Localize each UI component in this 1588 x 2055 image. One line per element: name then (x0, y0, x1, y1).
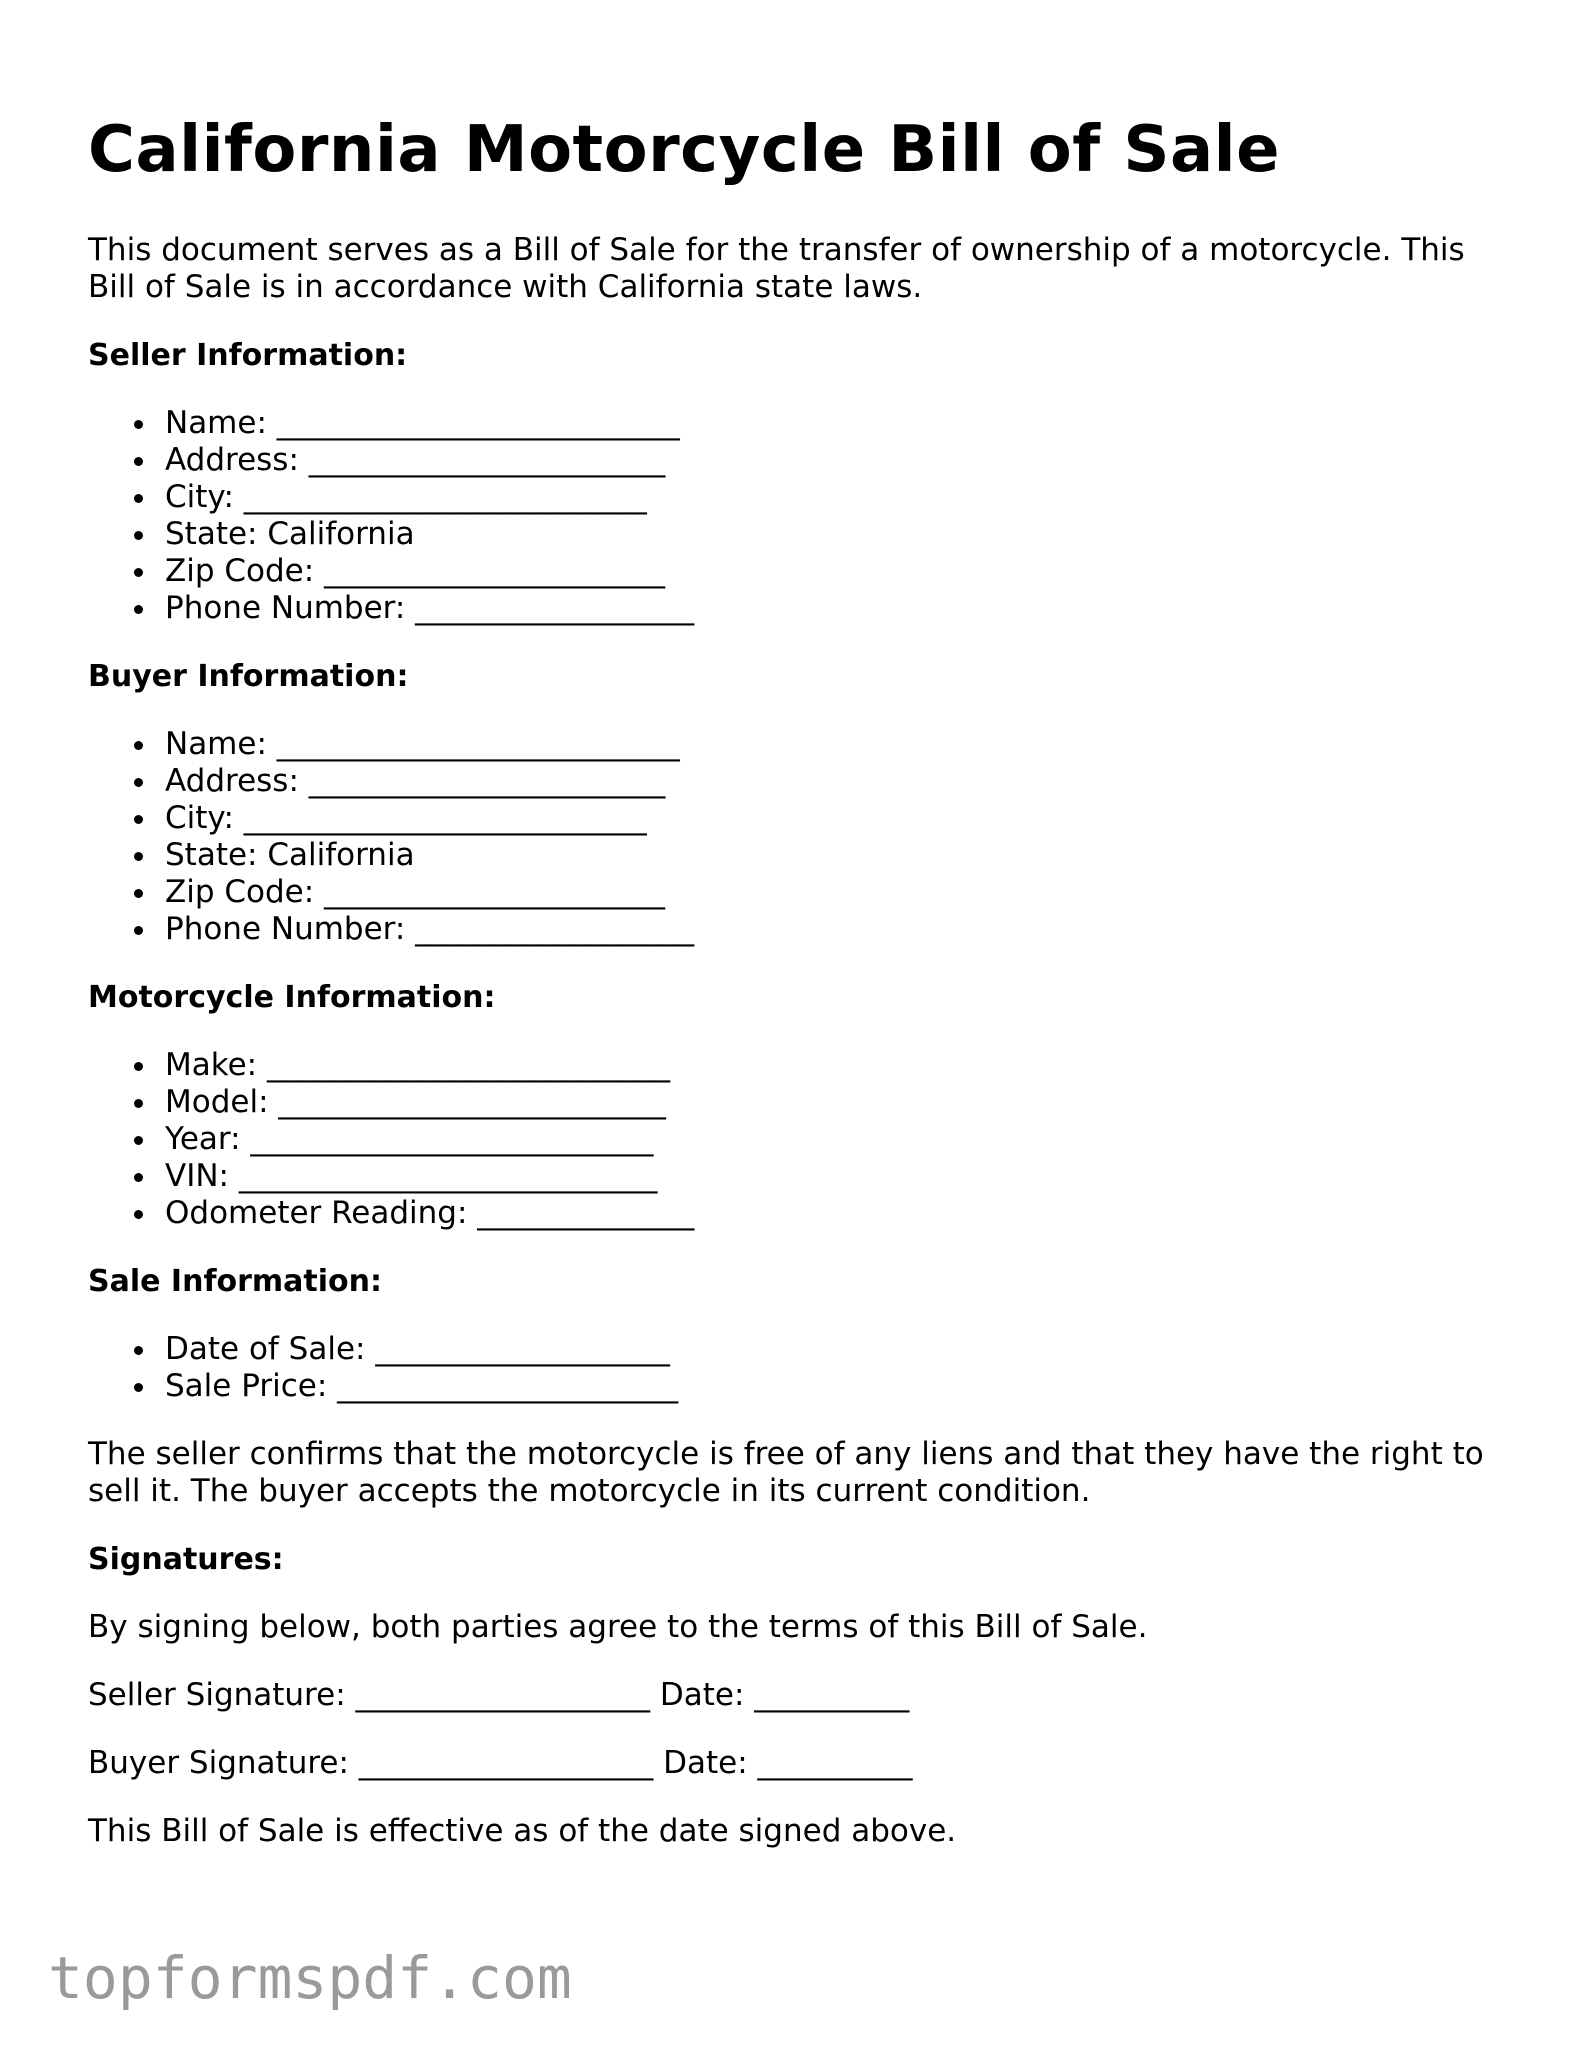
motorcycle-year-field[interactable]: Year: __________________________ (165, 1121, 1508, 1158)
effective-paragraph: This Bill of Sale is effective as of the date signed above. (88, 1813, 957, 1849)
motorcycle-make-field[interactable]: Make: __________________________ (165, 1047, 1508, 1084)
seller-name-field[interactable]: Name: __________________________ (165, 405, 1508, 442)
seller-phone-field[interactable]: Phone Number: __________________ (165, 590, 1508, 627)
document-title: California Motorcycle Bill of Sale (88, 113, 1280, 187)
sale-heading: Sale Information: (88, 1264, 382, 1299)
motorcycle-odometer-field[interactable]: Odometer Reading: ______________ (165, 1195, 1508, 1232)
seller-zip-field[interactable]: Zip Code: ______________________ (165, 553, 1508, 590)
motorcycle-model-field[interactable]: Model: _________________________ (165, 1084, 1508, 1121)
seller-state-field: State: California (165, 516, 1508, 553)
watermark: topformspdf.com (48, 1944, 572, 2012)
motorcycle-heading: Motorcycle Information: (88, 980, 496, 1015)
buyer-address-field[interactable]: Address: _______________________ (165, 763, 1508, 800)
sale-date-field[interactable]: Date of Sale: ___________________ (165, 1331, 1508, 1368)
buyer-phone-field[interactable]: Phone Number: __________________ (165, 911, 1508, 948)
seller-heading: Seller Information: (88, 338, 408, 373)
sale-price-field[interactable]: Sale Price: ______________________ (165, 1368, 1508, 1405)
seller-list (88, 405, 1508, 627)
signatures-heading: Signatures: (88, 1542, 284, 1577)
motorcycle-vin-field[interactable]: VIN: ___________________________ (165, 1158, 1508, 1195)
buyer-list (88, 726, 1508, 948)
buyer-signature-line[interactable]: Buyer Signature: ___________________ Date: __________ (88, 1745, 913, 1781)
motorcycle-list (88, 1047, 1508, 1232)
agreement-paragraph: By signing below, both parties agree to the terms of this Bill of Sale. (88, 1609, 1148, 1645)
buyer-state-field: State: California (165, 837, 1508, 874)
buyer-heading: Buyer Information: (88, 659, 409, 694)
confirmation-paragraph: The seller confirms that the motorcycle is free of any liens and that they have the right to sell it. The buyer accepts the motorcycle in its current condition. (88, 1436, 1484, 1509)
sale-list (88, 1331, 1508, 1405)
buyer-city-field[interactable]: City: __________________________ (165, 800, 1508, 837)
document-page (88, 0, 1508, 1850)
seller-city-field[interactable]: City: __________________________ (165, 479, 1508, 516)
seller-signature-line[interactable]: Seller Signature: ___________________ Date: __________ (88, 1677, 910, 1713)
seller-address-field[interactable]: Address: _______________________ (165, 442, 1508, 479)
buyer-name-field[interactable]: Name: __________________________ (165, 726, 1508, 763)
intro-paragraph: This document serves as a Bill of Sale for the transfer of ownership of a motorcycle. This Bill of Sale is in accordance with California state laws. (88, 232, 1465, 305)
buyer-zip-field[interactable]: Zip Code: ______________________ (165, 874, 1508, 911)
